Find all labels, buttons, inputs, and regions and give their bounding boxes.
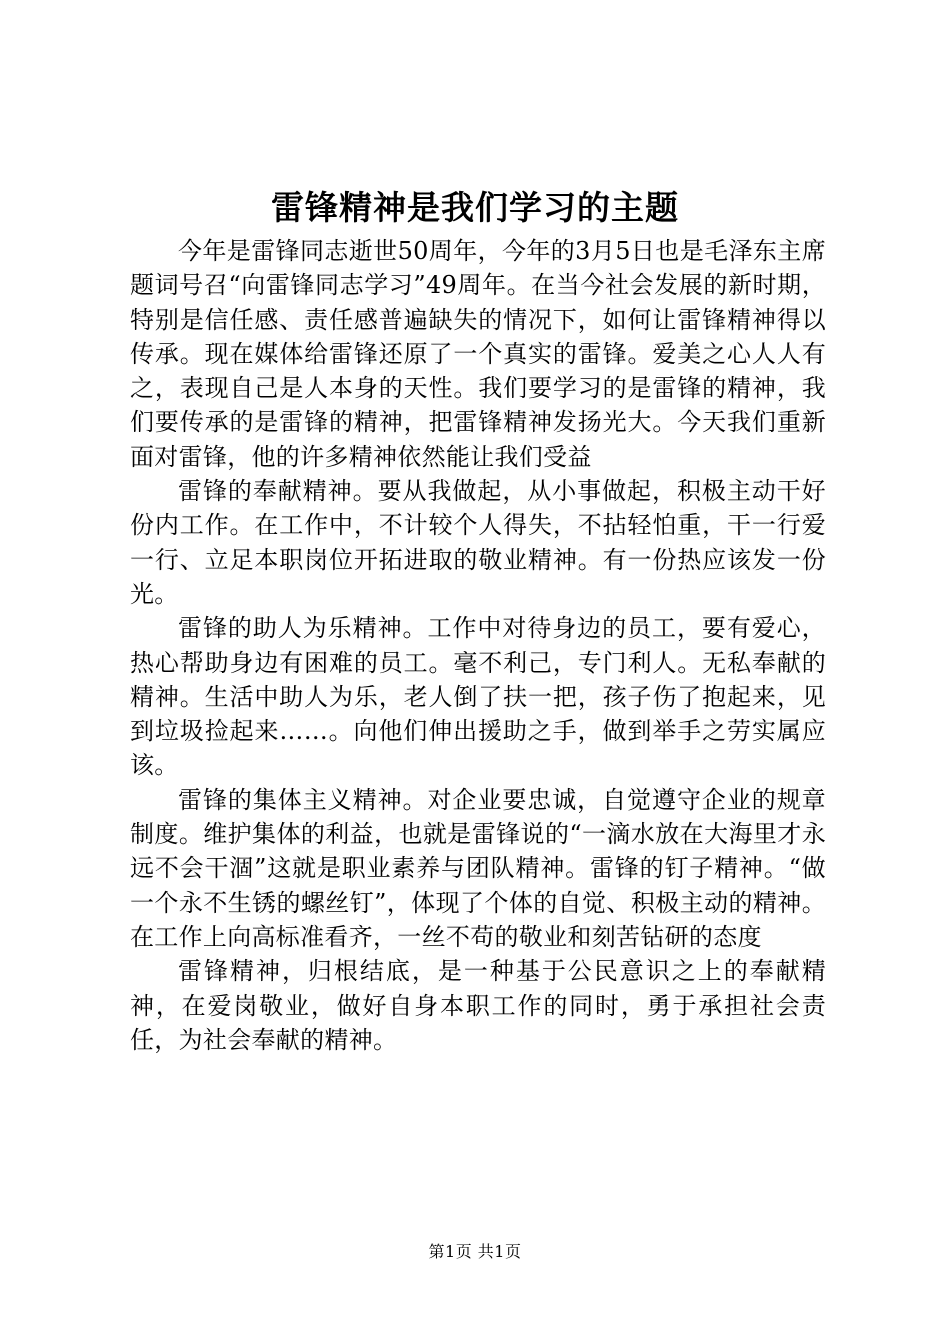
paragraph-conclusion: 雷锋精神，归根结底，是一种基于公民意识之上的奉献精神，在爱岗敬业，做好自身本职工作的同时，勇于承担社会责任，为社会奉献的精神。: [130, 957, 826, 1054]
document-title: 雷锋精神是我们学习的主题: [271, 188, 679, 227]
document-body: [130, 234, 826, 1057]
paragraph-dedication: 雷锋的奉献精神。要从我做起，从小事做起，积极主动干好份内工作。在工作中，不计较个人得失，不拈轻怕重，干一行爱一行、立足本职岗位开拓进取的敬业精神。有一份热应该发一份光。: [130, 477, 826, 608]
paragraph-collectivism: 雷锋的集体主义精神。对企业要忠诚，自觉遵守企业的规章制度。维护集体的利益，也就是雷锋说的“一滴水放在大海里才永远不会干涸”这就是职业素养与团队精神。雷锋的钉子精神。“做一个永不生锈的螺丝钉”，体现了个体的自觉、积极主动的精神。在工作上向高标准看齐，一丝不苟的敬业和刻苦钻研的态度: [130, 785, 826, 951]
paragraph-intro: 今年是雷锋同志逝世50周年，今年的3月5日也是毛泽东主席题词号召“向雷锋同志学习”49周年。在当今社会发展的新时期，特别是信任感、责任感普遍缺失的情况下，如何让雷锋精神得以传承。现在媒体给雷锋还原了一个真实的雷锋。爱美之心人人有之，表现自己是人本身的天性。我们要学习的是雷锋的精神，我们要传承的是雷锋的精神，把雷锋精神发扬光大。今天我们重新面对雷锋，他的许多精神依然能让我们受益: [130, 237, 826, 471]
page-footer: 第1页 共1页: [428, 1242, 522, 1261]
paragraph-helping-others: 雷锋的助人为乐精神。工作中对待身边的员工，要有爱心，热心帮助身边有困难的员工。毫不利己，专门利人。无私奉献的精神。生活中助人为乐，老人倒了扶一把，孩子伤了抱起来，见到垃圾捡起来……。向他们伸出援助之手，做到举手之劳实属应该。: [130, 614, 826, 780]
